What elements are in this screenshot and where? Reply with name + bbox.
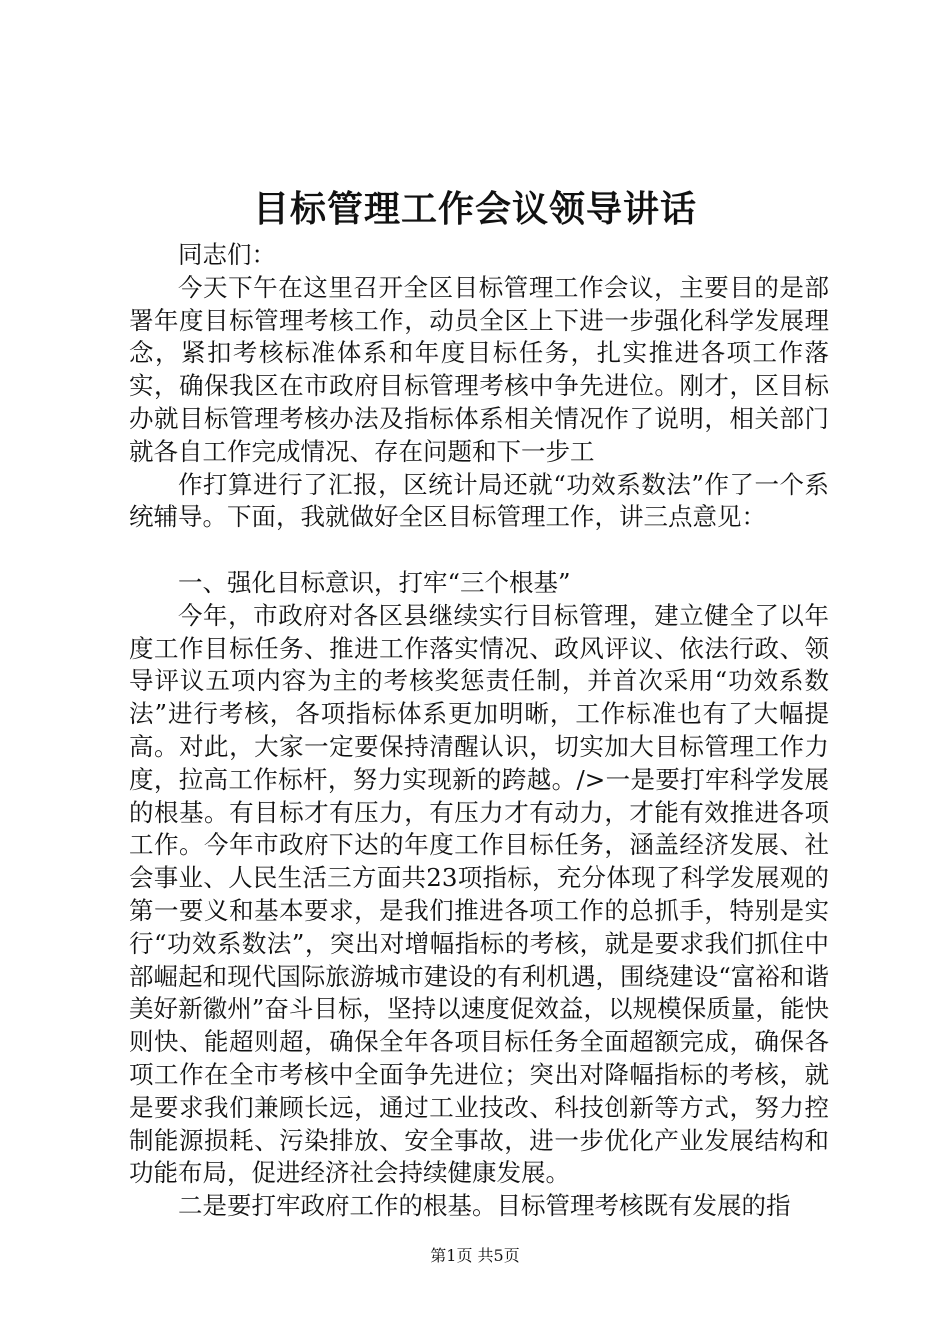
section-1-point-2-paragraph: 二是要打牢政府工作的根基。目标管理考核既有发展的指	[178, 1191, 791, 1221]
section-heading-1: 一、强化目标意识，打牢“三个根基”	[178, 567, 571, 597]
document-title: 目标管理工作会议领导讲话	[252, 188, 697, 230]
intro-paragraph: 今天下午在这里召开全区目标管理工作会议，主要目的是部署年度目标管理考核工作，动员全区上下进一步强化科学发展理念，紧扣考核标准体系和年度目标任务，扎实推进各项工作落实，确保我区在市政府目标管理考核中争先进位。刚才，区目标办就目标管理考核办法及指标体系相关情况作了说明，相关部门就各自工作完成情况、存在问题和下一步工	[129, 272, 829, 466]
document-body	[129, 239, 829, 1223]
section-1-paragraph: 今年，市政府对各区县继续实行目标管理，建立健全了以年度工作目标任务、推进工作落实情况、政风评议、依法行政、领导评议五项内容为主的考核奖惩责任制，并首次采用“功效系数法”进行考核，各项指标体系更加明晰，工作标准也有了大幅提高。对此，大家一定要保持清醒认识，切实加大目标管理工作力度，拉高工作标杆，努力实现新的跨越。/>一是要打牢科学发展的根基。有目标才有压力，有压力才有动力，才能有效推进各项工作。今年市政府下达的年度工作目标任务，涵盖经济发展、社会事业、人民生活三方面共23项指标，充分体现了科学发展观的第一要义和基本要求，是我们推进各项工作的总抓手，特别是实行“功效系数法”，突出对增幅指标的考核，就是要求我们抓住中部崛起和现代国际旅游城市建设的有利机遇，围绕建设“富裕和谐美好新徽州”奋斗目标，坚持以速度促效益，以规模保质量，能快则快、能超则超，确保全年各项目标任务全面超额完成，确保各项工作在全市考核中全面争先进位；突出对降幅指标的考核，就是要求我们兼顾长远，通过工业技改、科技创新等方式，努力控制能源损耗、污染排放、安全事故，进一步优化产业发展结构和功能布局，促进经济社会持续健康发展。	[129, 600, 829, 1188]
intro-continued-paragraph: 作打算进行了汇报，区统计局还就“功效系数法”作了一个系统辅导。下面，我就做好全区目标管理工作，讲三点意见：	[129, 469, 829, 532]
salutation-paragraph: 同志们：	[178, 240, 276, 269]
page-number-footer: 第1页 共5页	[430, 1246, 520, 1265]
